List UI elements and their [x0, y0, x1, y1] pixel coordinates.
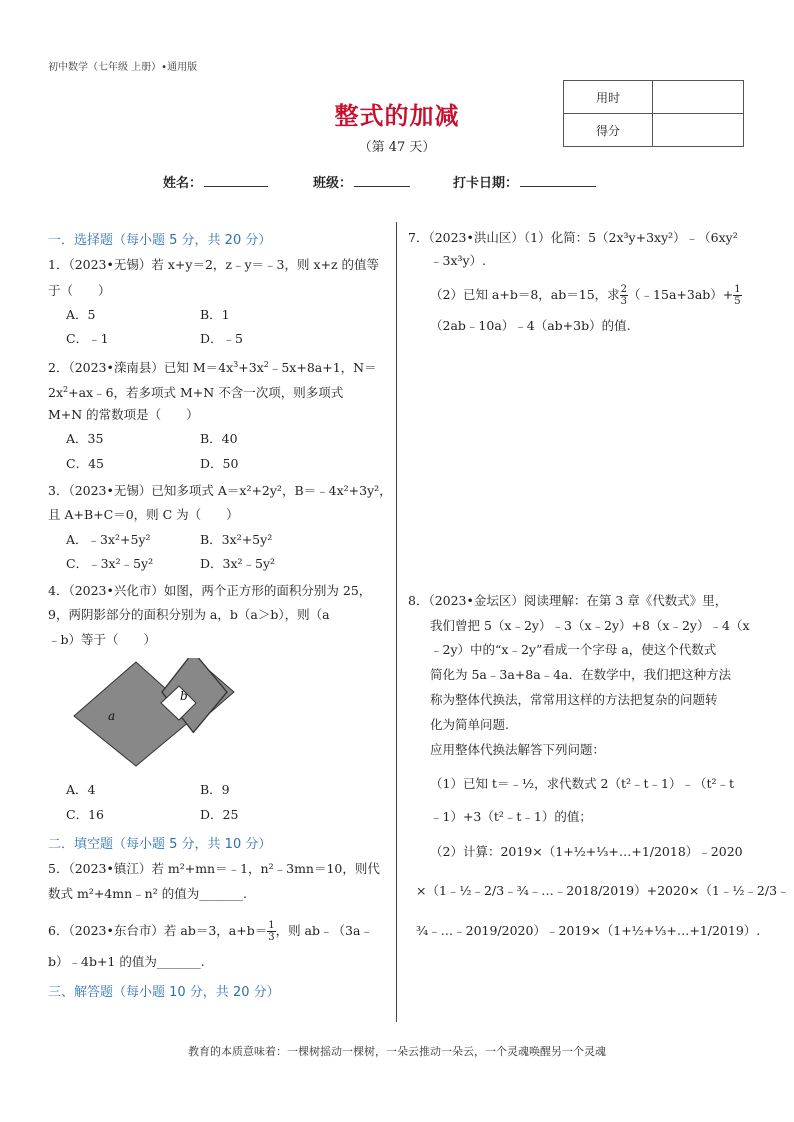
section-fill: 二．填空题（每小题 5 分，共 10 分） — [48, 837, 272, 852]
series-label: 初中数学（七年级 上册）•通用版 — [48, 62, 198, 73]
section-solve: 三、解答题（每小题 10 分，共 20 分） — [48, 985, 280, 1000]
date-blank[interactable] — [520, 174, 596, 187]
q4-line1: 4．（2023•兴化市）如图，两个正方形的面积分别为 25， — [48, 583, 372, 598]
q6-line2[interactable]: b）﹣4b+1 的值为_______. — [48, 954, 205, 969]
q5-line1: 5．（2023•镇江）若 m²+mn＝﹣1，n²﹣3mn＝10，则代 — [48, 861, 380, 876]
q1-line1: 1．（2023•无锡）若 x+y＝2，z﹣y＝﹣3，则 x+z 的值等 — [48, 257, 380, 272]
q8-line6: 化为简单问题. — [430, 717, 509, 732]
name-field[interactable] — [163, 172, 268, 191]
time-value-cell[interactable] — [653, 81, 744, 114]
time-score-table — [563, 80, 744, 147]
q8-line8: （1）已知 t＝﹣½，求代数式 2（t²﹣t﹣1）﹣（t²﹣t — [430, 776, 735, 791]
q1-option-d[interactable]: D．﹣5 — [200, 331, 243, 346]
q1-option-c[interactable]: C．﹣1 — [66, 331, 109, 346]
q4-option-a[interactable]: A．4 — [66, 782, 96, 797]
class-field[interactable] — [313, 172, 410, 191]
day-subtitle: （第 47 天） — [358, 140, 436, 155]
date-field[interactable] — [453, 172, 596, 191]
q8-line3: ﹣2y）中的“x﹣2y”看成一个字母 a，使这个代数式 — [430, 642, 717, 657]
name-blank[interactable] — [204, 174, 268, 187]
q6-fraction: $\frac{1}{3}$ — [268, 920, 275, 943]
q4-line2: 9，两阴影部分的面积分别为 a，b（a＞b），则（a — [48, 607, 330, 622]
q4-option-b[interactable]: B．9 — [200, 782, 230, 797]
q8-line1: 8．（2023•金坛区）阅读理解：在第 3 章《代数式》里， — [408, 593, 728, 608]
squares-figure — [66, 658, 236, 768]
q3-option-c[interactable]: C．﹣3x²﹣5y² — [66, 556, 154, 571]
section-choice: 一．选择题（每小题 5 分，共 20 分） — [48, 233, 272, 248]
class-blank[interactable] — [354, 174, 410, 187]
q3-option-a[interactable]: A．﹣3x²+5y² — [66, 532, 151, 547]
q2-option-c[interactable]: C．45 — [66, 456, 104, 471]
q8-line12: ¾﹣…﹣2019/2020）﹣2019×（1+½+⅓+…+1/2019）. — [416, 923, 761, 938]
q2-option-d[interactable]: D．50 — [200, 456, 239, 471]
q7-fraction-2: $\frac{1}{5}$ — [734, 284, 741, 307]
q1-option-b[interactable]: B．1 — [200, 307, 230, 322]
q2-option-b[interactable]: B．40 — [200, 431, 238, 446]
page-title: 整式的加减 — [334, 102, 460, 130]
time-label: 用时 — [564, 81, 653, 114]
q8-line11: ×（1﹣½﹣2/3﹣¾﹣…﹣2018/2019）+2020×（1﹣½﹣2/3﹣ — [416, 883, 790, 898]
q4-line3: ﹣b）等于（ ） — [48, 632, 157, 647]
q8-line9: ﹣1）+3（t²﹣t﹣1）的值； — [430, 809, 592, 824]
class-label: 班级： — [313, 176, 353, 191]
q5-line2[interactable]: 数式 m²+4mn﹣n² 的值为_______. — [48, 886, 247, 901]
q3-line2: 且 A+B+C＝0，则 C 为（ ） — [48, 507, 239, 522]
q7-fraction-1: $\frac{2}{3}$ — [620, 284, 628, 307]
name-label: 姓名： — [163, 176, 203, 191]
q7-line1: 7．（2023•洪山区）（1）化简：5（2x³y+3xy²）﹣（6xy² — [408, 230, 738, 245]
q8-line4: 简化为 5a﹣3a+8a﹣4a．在数学中，我们把这种方法 — [430, 667, 732, 682]
q3-option-d[interactable]: D．3x²﹣5y² — [200, 556, 276, 571]
column-divider — [396, 222, 397, 1022]
q7-line2: ﹣3x³y）. — [430, 253, 487, 268]
q3-line1: 3．（2023•无锡）已知多项式 A＝x²+2y²，B＝﹣4x²+3y²， — [48, 483, 392, 498]
q2-line3: M+N 的常数项是（ ） — [48, 407, 199, 422]
q8-line7: 应用整体代换法解答下列问题： — [430, 742, 606, 757]
label-b: b — [180, 689, 188, 703]
q8-line5: 称为整体代换法，常常用这样的方法把复杂的问题转 — [430, 692, 718, 707]
q3-option-b[interactable]: B．3x²+5y² — [200, 532, 273, 547]
q6-line1: 6．（2023•东台市）若 ab＝3，a+b＝ $\frac{1}{3}$ ，则 ab﹣（3a﹣ — [48, 920, 373, 943]
q1-line2: 于（ ） — [48, 283, 111, 298]
q8-line10: （2）计算：2019×（1+½+⅓+…+1/2018）﹣2020 — [430, 844, 743, 859]
q4-option-c[interactable]: C．16 — [66, 807, 104, 822]
label-a: a — [108, 709, 116, 723]
q2-line1: 2．（2023•滦南县）已知 $M=4x^3+3x^2﹣5x+8a+1$，N＝ — [48, 360, 377, 376]
q2-line2: $2x^2+ax﹣6$，若多项式 M+N 不含一次项，则多项式 — [48, 385, 344, 401]
q1-option-a[interactable]: A．5 — [66, 307, 96, 322]
footer-quote: 教育的本质意味着：一棵树摇动一棵树，一朵云推动一朵云，一个灵魂唤醒另一个灵魂 — [188, 1045, 606, 1058]
score-value-cell[interactable] — [653, 114, 744, 147]
date-label: 打卡日期： — [453, 176, 519, 191]
score-label: 得分 — [564, 114, 653, 147]
q8-line2: 我们曾把 5（x﹣2y）﹣3（x﹣2y）+8（x﹣2y）﹣4（x — [430, 618, 750, 633]
q7-line3: （2）已知 a+b＝8，ab＝15，求 $\frac{2}{3}$ （﹣15a+3ab）+ $\frac{1}{5}$ — [430, 284, 741, 307]
q4-option-d[interactable]: D．25 — [200, 807, 239, 822]
q2-option-a[interactable]: A．35 — [66, 431, 104, 446]
q7-line4: （2ab﹣10a）﹣4（ab+3b）的值. — [430, 318, 631, 333]
